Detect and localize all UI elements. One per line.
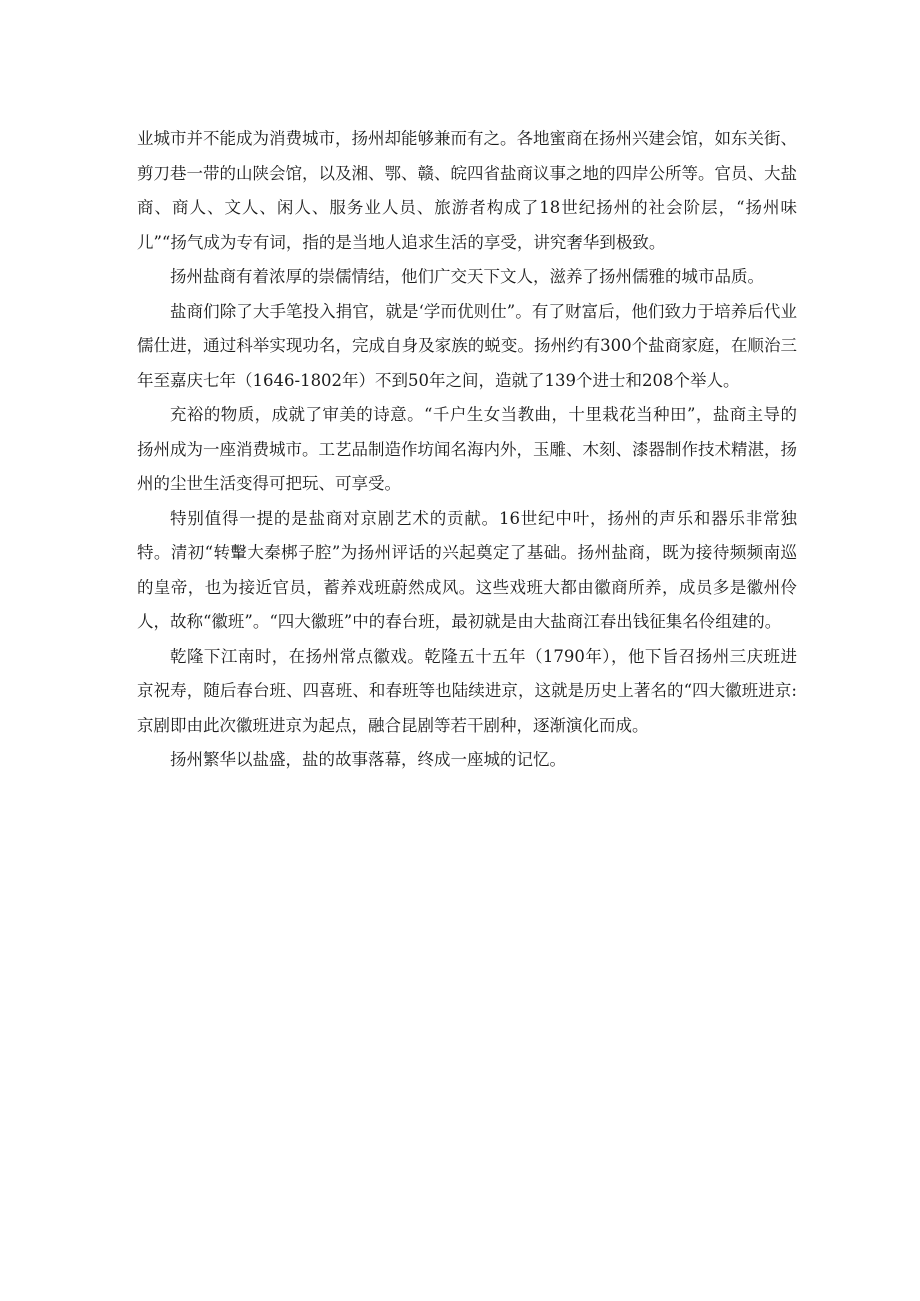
paragraph-2: 扬州盐商有着浓厚的崇儒情结，他们广交天下文人，滋养了扬州儒雅的城市品质。	[170, 267, 764, 286]
paragraph-6: 乾隆下江南时，在扬州常点徽戏。乾隆五十五年（1790年），他下旨召扬州三庆班进京祝寿，随后春台班、四喜班、和春班等也陆续进京，这就是历史上著名的“四大徽班进京:京剧即由此次徽班进京为起点，融合昆剧等若干剧种，逐渐演化而成。	[137, 646, 797, 735]
document-body	[137, 122, 797, 778]
paragraph-3: 盐商们除了大手笔投入捐官，就是‘学而优则仕”。有了财富后，他们致力于培养后代业儒仕进，通过科举实现功名，完成自身及家族的蜕变。扬州约有300个盐商家庭，在顺治三年至嘉庆七年（1646-1802年）不到50年之间，造就了139个进士和208个举人。	[137, 301, 797, 390]
paragraph-1: 业城市并不能成为消费城市，扬州却能够兼而有之。各地蜜商在扬州兴建会馆，如东关街、剪刀巷一带的山陕会馆，以及湘、鄂、赣、皖四省盐商议事之地的四岸公所等。官员、大盐商、商人、文人、闲人、服务业人员、旅游者构成了18世纪扬州的社会阶层，“扬州味儿”“扬气成为专有词，指的是当地人追求生活的享受，讲究奢华到极致。	[137, 129, 797, 252]
paragraph-4: 充裕的物质，成就了审美的诗意。“千户生女当教曲，十里栽花当种田”，盐商主导的扬州成为一座消费城市。工艺品制造作坊闻名海内外，玉雕、木刻、漆器制作技术精湛，扬州的尘世生活变得可把玩、可享受。	[137, 405, 797, 493]
paragraph-5: 特别值得一提的是盐商对京剧艺术的贡献。16世纪中叶，扬州的声乐和器乐非常独特。清初“转轚大秦梆子腔”为扬州评话的兴起奠定了基础。扬州盐商，既为接待频频南巡的皇帝，也为接近官员，蓄养戏班蔚然成风。这些戏班大都由徽商所养，成员多是徽州伶人，故称“徽班”。“四大徽班”中的春台班，最初就是由大盐商江春出钱征集名伶组建的。	[137, 508, 797, 631]
paragraph-7: 扬州繁华以盐盛，盐的故事落幕，终成一座城的记忆。	[170, 750, 566, 769]
